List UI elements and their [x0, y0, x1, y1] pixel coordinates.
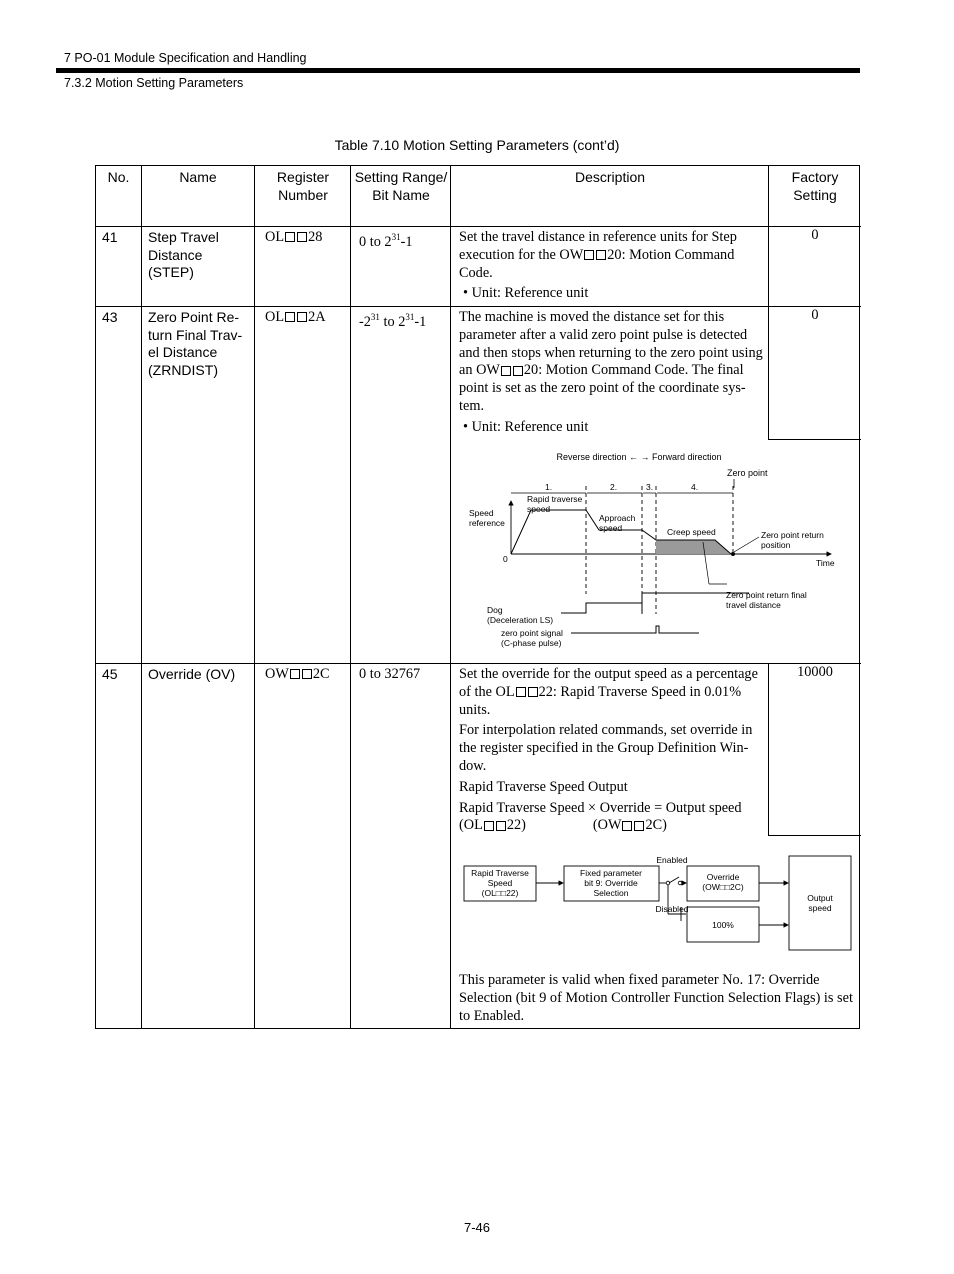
col-divider	[450, 166, 451, 1028]
row43-unit: • Unit: Reference unit	[463, 418, 589, 435]
row41-range: 0 to $2^{31}-1$	[359, 232, 413, 250]
factory-cell-bottom	[768, 439, 861, 440]
row43-description: The machine is moved the distance set for this parameter after a valid zero point pulse is detected and then stops when returning to the zero point using an OW 20: Motion Command Code. The final point is set as the zero point of the coordinate sys-tem. • Unit: Reference unit	[459, 309, 765, 437]
row45-register: OW 2C	[265, 666, 330, 682]
row41-name: Step Travel Distance (STEP)	[148, 229, 219, 280]
final-distance-area	[656, 540, 731, 554]
factory-cell-bottom	[768, 835, 861, 836]
zero-signal-label: zero point signal (C-phase pulse)	[501, 628, 563, 648]
origin-label: 0	[503, 554, 508, 564]
row45-range: 0 to 32767	[359, 666, 421, 682]
c-phase-signal	[571, 626, 699, 633]
creep-label: Creep speed	[667, 527, 716, 537]
header-rule	[56, 68, 860, 73]
hundred-label: 100%	[712, 920, 734, 930]
row43-factory: 0	[811, 307, 819, 323]
rapid-box-line1: Rapid Traverse	[471, 868, 529, 878]
rapid-box-line3: (OL□□22)	[481, 888, 519, 898]
col-header-register: Register Number	[276, 169, 330, 203]
fixed-box-line1: Fixed parameter	[580, 868, 642, 878]
col-header-no: No.	[107, 169, 130, 185]
dog-label: Dog (Deceleration LS)	[487, 605, 554, 625]
col-header-factory: Factory Setting	[791, 169, 839, 203]
zero-return-point	[731, 552, 735, 556]
page-number: 7-46	[463, 1220, 491, 1235]
col-header-setting-range: Setting Range/ Bit Name	[354, 169, 448, 203]
phase4-label: 4.	[691, 482, 699, 492]
row45-desc3: Rapid Traverse Speed Output	[459, 778, 628, 795]
output-line1: Output	[807, 893, 833, 903]
switch-blade	[669, 877, 679, 883]
switch-contact	[678, 881, 682, 885]
fixed-box-line3: Selection	[593, 888, 629, 898]
time-label: Time	[816, 558, 835, 568]
row45-description: Set the override for the output speed as a percentage of the OL 22: Rapid Traverse Speed in 0.01% units. For interpolation related commands, set override in the register specified in the Group Definition Win-dow. Rapid Traverse Speed Output Rapid Traverse Speed × Override = Output speed (OL 22) (OW 2C)	[459, 666, 765, 835]
row45-desc6: This parameter is valid when fixed parameter No. 17: Override Selection (bit 9 of Motion Controller Function Selection Flags) is set to Enabled.	[459, 972, 853, 1024]
table-caption: Table 7.10 Motion Setting Parameters (cont’d)	[334, 137, 620, 153]
chapter-header: 7 PO-01 Module Specification and Handling	[64, 51, 307, 65]
zero-point-label: Zero point	[727, 468, 768, 478]
col-divider	[141, 166, 142, 1028]
output-line2: speed	[808, 903, 832, 913]
dog-signal	[561, 593, 749, 613]
zero-return-leader	[734, 537, 759, 552]
disabled-label: Disabled	[655, 904, 689, 914]
row45-desc5: (OL 22) (OW 2C)	[459, 817, 667, 834]
rapid-traverse-label: Rapid traverse speed	[527, 494, 583, 514]
col-divider	[254, 166, 255, 1028]
row41-register: OL 28	[265, 229, 323, 245]
parameters-table	[95, 165, 860, 1029]
override-box-line1: Override	[706, 872, 740, 882]
zero-return-pos-label: Zero point return position	[761, 530, 824, 550]
row43-register: OL 2A	[265, 309, 326, 325]
section-header: 7.3.2 Motion Setting Parameters	[64, 76, 244, 90]
col-divider	[768, 166, 769, 440]
row41-unit: • Unit: Reference unit	[463, 285, 589, 302]
row45-desc4: Rapid Traverse Speed × Override = Output speed	[459, 799, 742, 816]
row43-range: $-2^{31}$ to $2^{31}-1$	[359, 312, 427, 330]
row-divider	[96, 306, 861, 307]
rapid-box-line2: Speed	[487, 878, 513, 888]
row41-description: Set the travel distance in reference units for Step execution for the OW 20: Motion Command Code. • Unit: Reference unit	[459, 229, 763, 303]
phase2-label: 2.	[610, 482, 618, 492]
row41-no: 41	[102, 229, 118, 245]
final-distance-label: Zero point return final travel distance	[726, 590, 807, 610]
speed-ref-label: Speed reference	[469, 508, 505, 528]
phase3-label: 3.	[646, 482, 654, 492]
fixed-box-line2: bit 9: Override	[584, 878, 638, 888]
zero-point-return-diagram	[459, 446, 839, 656]
row45-no: 45	[102, 666, 118, 682]
override-diagram	[459, 851, 859, 961]
row41-factory: 0	[811, 227, 819, 243]
col-divider	[768, 663, 769, 836]
col-header-description: Description	[574, 169, 646, 185]
row43-no: 43	[102, 309, 118, 325]
row-divider	[96, 226, 861, 227]
col-header-name: Name	[179, 169, 217, 185]
override-box-line2: (OW□□2C)	[702, 882, 744, 892]
approach-label: Approach speed	[599, 513, 636, 533]
row45-desc2: For interpolation related commands, set override in the register specified in the Group Definition Win-dow.	[459, 722, 753, 774]
row43-name: Zero Point Re-turn Final Trav-el Distance (ZRNDIST)	[148, 309, 243, 378]
row45-name: Override (OV)	[148, 666, 236, 682]
enabled-label: Enabled	[656, 855, 688, 865]
row45-factory: 10000	[797, 664, 833, 680]
row-divider	[96, 663, 861, 664]
phase1-label: 1.	[545, 482, 553, 492]
col-divider	[350, 166, 351, 1028]
direction-label: Reverse direction ← → Forward direction	[556, 452, 722, 462]
